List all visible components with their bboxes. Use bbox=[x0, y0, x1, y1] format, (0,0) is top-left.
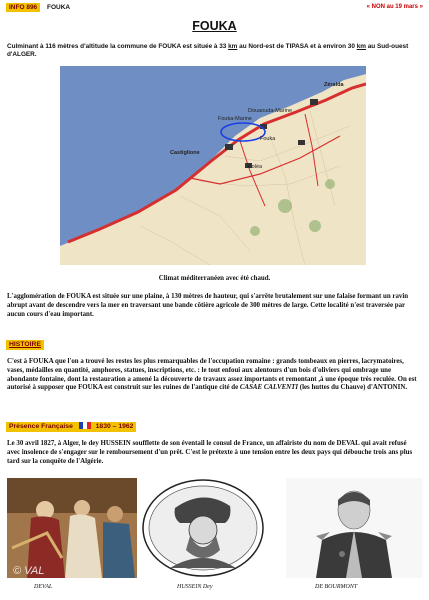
de-bourmont-portrait bbox=[286, 478, 422, 578]
map-caption: Climat méditerranéen avec été chaud. bbox=[158, 275, 271, 282]
deval-caption: DEVAL bbox=[34, 584, 53, 590]
watermark-text: © VAL bbox=[13, 565, 45, 577]
hussein-dey-engraving bbox=[140, 478, 266, 578]
map-label-fouka: Fouka bbox=[260, 136, 276, 142]
header-place: FOUKA bbox=[47, 4, 71, 11]
map-label-castiglione: Castiglione bbox=[170, 150, 200, 156]
deval-painting bbox=[7, 478, 137, 578]
french-flag-icon bbox=[79, 422, 91, 429]
hussein-caption: HUSSEIN Dey bbox=[177, 584, 213, 590]
header-bar bbox=[6, 3, 423, 12]
map-label-zeralda: Zéralda bbox=[324, 82, 344, 88]
event-paragraph: Le 30 avril 1827, à Alger, le dey HUSSEIN soufflette de son éventail le consul de France, un affairiste du nom de DEVAL qui avait refusé avec insolence de s'engager sur le remboursement d'un prêt. C'est le prétexte à une tension entre les deux pays qui débouche trois ans plus tard sur la conquête de l'Algérie. bbox=[7, 440, 413, 465]
header-motto: « NON au 19 mars » bbox=[366, 4, 423, 10]
map-label-douaouda-marine: Douaouda-Marine bbox=[248, 108, 293, 114]
map-graphic bbox=[60, 66, 366, 265]
presence-heading: Présence Française 1830 – 1962 bbox=[6, 422, 136, 432]
location-map bbox=[60, 66, 366, 265]
bourmont-caption: DE BOURMONT bbox=[315, 584, 358, 590]
description-paragraph: L'agglomération de FOUKA est située sur une plaine, à 130 mètres de hauteur, qui s'arrête brutalement sur une falaise formant un ravin abrupt avant de descendre vers la mer en traversant une bande côtière agricole de 300 mètres de large. Cette localité n'est traversée par aucun cours d'eau important. bbox=[7, 293, 409, 318]
page-title: FOUKA bbox=[192, 19, 237, 33]
map-label-kolea: Koléa bbox=[248, 164, 263, 170]
info-number-badge: INFO 896 bbox=[6, 3, 40, 12]
map-label-fouka-marine: Fouka-Marine bbox=[218, 116, 252, 122]
histoire-heading: HISTOIRE bbox=[6, 340, 44, 350]
intro-paragraph: Culminant à 116 mètres d'altitude la commune de FOUKA est située à 33 km au Nord-est de TIPASA et à environ 30 km au Sud-ouest d'ALGER. bbox=[7, 43, 409, 58]
histoire-paragraph: C'est à FOUKA que l'on a trouvé les restes les plus remarquables de l'occupation romaine : grands tombeaux en pierres, lacrymatoires, vases, médailles en quantité, amphores, statues, inscriptions, etc. : le tout enfoui aux alentours d'un bois d'oliviers qui ombrage une abondante fontaine, dont la restauration a amené la découverte de travaux assez importants et remontant ,à une époque très reculée. On est autorisé à supposer que FOUKA est construit sur les ruines de l'antique cité de CASAE CALVENTI (les huttes du Chauve) d'ANTONIN. bbox=[7, 358, 417, 392]
